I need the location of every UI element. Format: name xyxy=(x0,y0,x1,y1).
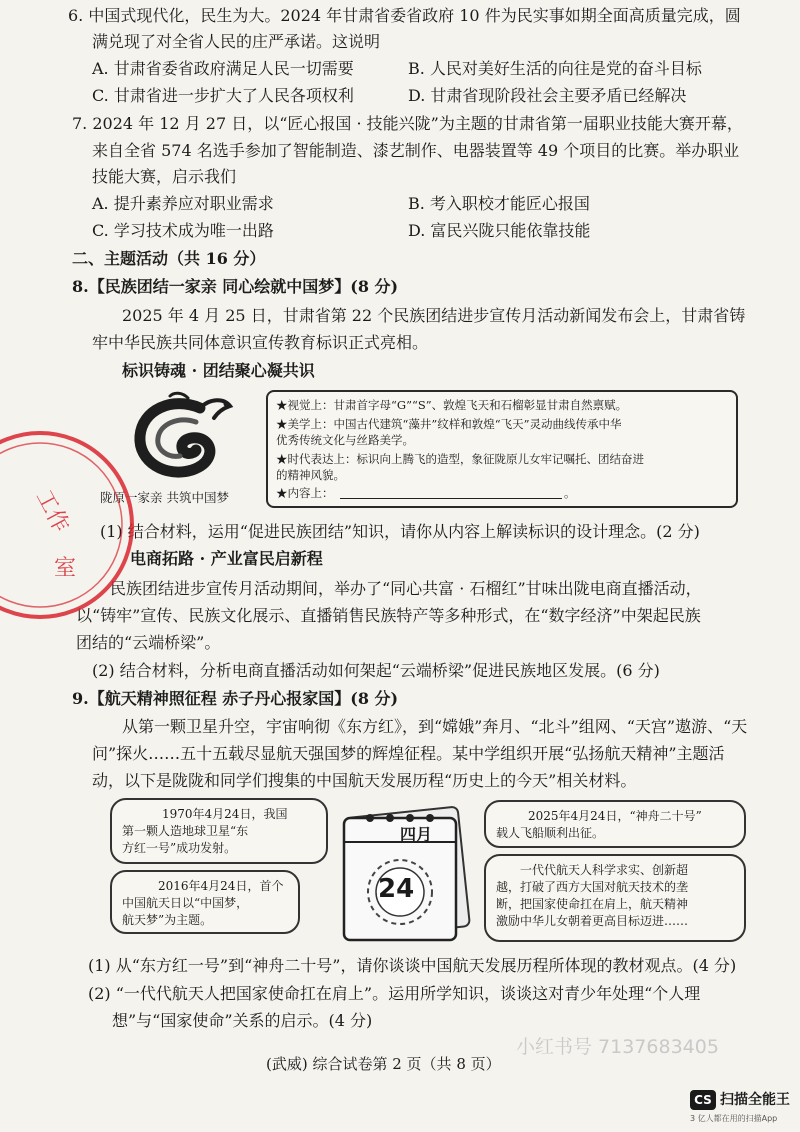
bubble-1970-line2: 第一颗人造地球卫星“东 xyxy=(122,824,249,838)
q8-para-line3: 民族团结进步宣传月活动期间，举办了“同心共富 · 石榴红”甘味出陇电商直播活动， xyxy=(110,579,702,598)
concept-visual: ★视觉上：甘肃首字母“G”“S”、敦煌飞天和石榴彰显甘肃自然禀赋。 xyxy=(276,398,628,412)
red-seal-stamp-icon xyxy=(0,425,140,625)
q6-option-c: C. 甘肃省进一步扩大了人民各项权利 xyxy=(92,86,354,105)
concept-aesthetic-2: 优秀传统文化与丝路美学。 xyxy=(276,433,414,447)
bubble-1970-line3: 方红一号”成功发射。 xyxy=(122,841,237,855)
camscanner-name: 扫描全能王 xyxy=(720,1092,790,1108)
page-footer: (武威) 综合试卷第 2 页（共 8 页） xyxy=(266,1055,501,1073)
q9-para-line1: 从第一颗卫星升空，宇宙响彻《东方红》，到“嫦娥”奔月、“北斗”组网、“天宫”遨游、“天 xyxy=(122,717,748,736)
concept-era-2: 的精神风貌。 xyxy=(276,468,345,482)
bubble-spirit-line3: 断，把国家使命扛在肩上，航天精神 xyxy=(496,897,689,911)
q8-subheading-1: 标识铸魂 · 团结聚心凝共识 xyxy=(122,361,315,380)
concept-content-label: ★内容上： xyxy=(276,486,334,500)
calendar-month: 四月 xyxy=(400,825,433,844)
calendar-day: 24 xyxy=(378,874,415,904)
q6-stem-line1: 6. 中国式现代化，民生为大。2024 年甘肃省委省政府 10 件为民实事如期全面高质量完成，圆 xyxy=(68,6,741,25)
dragon-logo-icon xyxy=(122,388,242,486)
q6-option-a: A. 甘肃省委省政府满足人民一切需要 xyxy=(92,59,354,78)
q7-option-a: A. 提升素养应对职业需求 xyxy=(92,194,274,213)
logo-caption: 陇原一家亲 共筑中国梦 xyxy=(100,490,229,505)
q8-para-line4: 以“铸牢”宣传、民族文化展示、直播销售民族特产等多种形式，在“数字经济”中架起民族 xyxy=(76,606,701,625)
bubble-1970-line1: 1970年4月24日，我国 xyxy=(162,807,288,821)
stamp-text-2: 室 xyxy=(54,556,77,581)
bubble-2016 xyxy=(110,870,300,934)
q8-para-line5: 团结的“云端桥梁”。 xyxy=(76,633,221,652)
stamp-text-1: 工作 xyxy=(30,486,74,537)
q9-ask-1: (1) 从“东方红一号”到“神舟二十号”，请你谈谈中国航天发展历程所体现的教材观点。(4 分) xyxy=(88,956,737,975)
bubble-2016-line1: 2016年4月24日，首个 xyxy=(158,879,284,893)
bubble-2016-line2: 中国航天日以“中国梦， xyxy=(122,896,249,910)
q8-title: 8.【民族团结一家亲 同心绘就中国梦】(8 分) xyxy=(72,277,399,296)
design-concept-box xyxy=(266,390,738,508)
bubble-2025-line2: 载人飞船顺利出征。 xyxy=(496,826,605,840)
q7-stem-line2: 来自全省 574 名选手参加了智能制造、漆艺制作、电器装置等 49 个项目的比赛。举办职业 xyxy=(92,141,740,160)
q7-option-b: B. 考入职校才能匠心报国 xyxy=(408,194,590,213)
q8-para-line1: 2025 年 4 月 25 日，甘肃省第 22 个民族团结进步宣传月活动新闻发布会上，甘肃省铸 xyxy=(122,306,746,325)
bubble-spirit-line4: 激励中华儿女朝着更高目标迈进…… xyxy=(496,914,689,928)
q9-ask-2-line1: (2) “一代代航天人把国家使命扛在肩上”。运用所学知识，谈谈这对青少年处理“个人理 xyxy=(88,984,701,1003)
concept-aesthetic-1: ★美学上：中国古代建筑“藻井”纹样和敦煌“飞天”灵动曲线传承中华 xyxy=(276,417,622,431)
bubble-2025 xyxy=(484,800,746,848)
concept-era-1: ★时代表达上：标识向上腾飞的造型，象征陇原儿女牢记嘱托、团结奋进 xyxy=(276,452,644,466)
answer-blank-line[interactable] xyxy=(340,498,562,499)
bubble-spirit-line1: 一代代航天人科学求实、创新超 xyxy=(520,863,689,877)
bubble-2016-line3: 航天梦”为主题。 xyxy=(122,913,213,927)
q6-stem-line2: 满兑现了对全省人民的庄严承诺。这说明 xyxy=(92,32,381,51)
bubble-2025-line1: 2025年4月24日，“神舟二十号” xyxy=(528,809,702,823)
camscanner-slogan: 3 亿人都在用的扫描App xyxy=(690,1114,778,1123)
bubble-1970 xyxy=(110,798,328,864)
q7-option-c: C. 学习技术成为唯一出路 xyxy=(92,221,274,240)
watermark-text: 小红书号 7137683405 xyxy=(516,1036,719,1058)
q7-option-d: D. 富民兴陇只能依靠技能 xyxy=(408,221,591,240)
camscanner-logo-icon: CS xyxy=(690,1090,716,1110)
bubble-spirit-line2: 越，打破了西方大国对航天技术的垄 xyxy=(496,880,689,894)
concept-content-end: 。 xyxy=(564,486,576,500)
q7-stem-line3: 技能大赛，启示我们 xyxy=(92,167,237,186)
q7-stem-line1: 7. 2024 年 12 月 27 日，以“匠心报国 · 技能兴陇”为主题的甘肃省第一届职业技能大赛开幕， xyxy=(72,114,743,133)
q8-ask-1: (1) 结合材料，运用“促进民族团结”知识，请你从内容上解读标识的设计理念。(2 分) xyxy=(100,522,700,541)
section-heading: 二、主题活动（共 16 分） xyxy=(72,249,266,268)
q8-subheading-2: 电商拓路 · 产业富民启新程 xyxy=(130,549,323,568)
q9-para-line3: 动，以下是陇陇和同学们搜集的中国航天发展历程“历史上的今天”相关材料。 xyxy=(92,771,637,790)
q9-ask-2-line2: 想”与“国家使命”关系的启示。(4 分) xyxy=(112,1011,373,1030)
q9-para-line2: 问”探火……五十五载尽显航天强国梦的辉煌征程。某中学组织开展“弘扬航天精神”主题活 xyxy=(92,744,725,763)
q9-title: 9.【航天精神照征程 赤子丹心报家国】(8 分) xyxy=(72,689,399,708)
q6-option-b: B. 人民对美好生活的向往是党的奋斗目标 xyxy=(408,59,702,78)
bubble-spirit xyxy=(484,854,746,942)
q8-ask-2: (2) 结合材料，分析电商直播活动如何架起“云端桥梁”促进民族地区发展。(6 分) xyxy=(92,661,660,680)
q8-para-line2: 牢中华民族共同体意识宣传教育标识正式亮相。 xyxy=(92,333,429,352)
q6-option-d: D. 甘肃省现阶段社会主要矛盾已经解决 xyxy=(408,86,687,105)
